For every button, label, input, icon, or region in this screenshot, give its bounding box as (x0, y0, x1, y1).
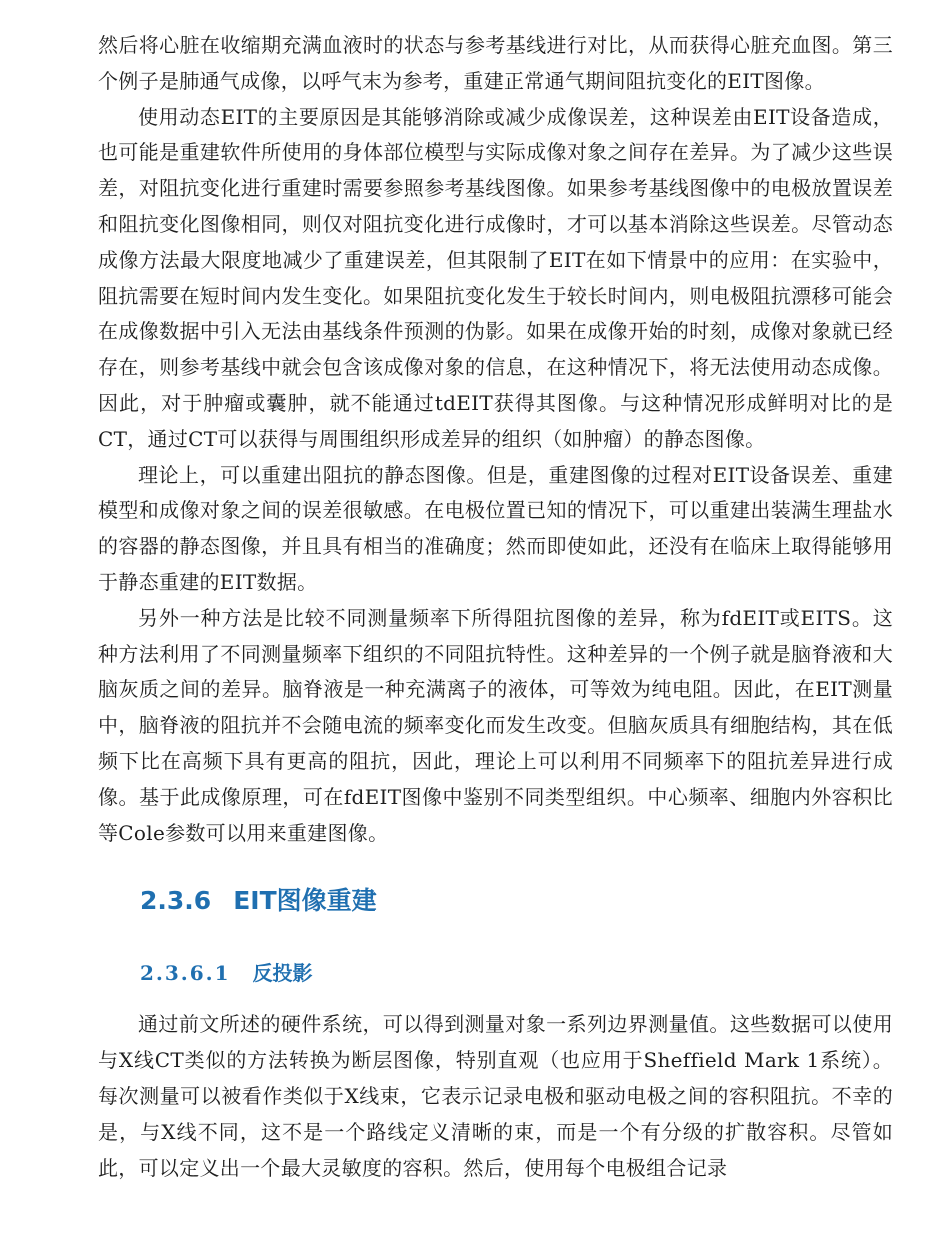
body-paragraph-2: 使用动态EIT的主要原因是其能够消除或减少成像误差，这种误差由EIT设备造成，也可能是重建软件所使用的身体部位模型与实际成像对象之间存在差异。为了减少这些误差，对阻抗变化进行重建时需要参照参考基线图像。如果参考基线图像中的电极放置误差和阻抗变化图像相同，则仅对阻抗变化进行成像时，才可以基本消除这些误差。尽管动态成像方法最大限度地减少了重建误差，但其限制了EIT在如下情景中的应用：在实验中，阻抗需要在短时间内发生变化。如果阻抗变化发生于较长时间内，则电极阻抗漂移可能会在成像数据中引入无法由基线条件预测的伪影。如果在成像开始的时刻，成像对象就已经存在，则参考基线中就会包含该成像对象的信息，在这种情况下，将无法使用动态成像。因此，对于肿瘤或囊肿，就不能通过tdEIT获得其图像。与这种情况形成鲜明对比的是CT，通过CT可以获得与周围组织形成差异的组织（如肿瘤）的静态图像。 (98, 104, 893, 451)
subsection-paragraph: 通过前文所述的硬件系统，可以得到测量对象一系列边界测量值。这些数据可以使用与X线CT类似的方法转换为断层图像，特别直观（也应用于Sheffield Mark 1系统）。每次测量可以被看作类似于X线束，它表示记录电极和驱动电极之间的容积阻抗。不幸的是，与X线不同，这不是一个路线定义清晰的束，而是一个有分级的扩散容积。尽管如此，可以定义出一个最大灵敏度的容积。然后，使用每个电极组合记录 (98, 1012, 893, 1180)
section-heading (98, 851, 893, 921)
body-paragraph-3: 理论上，可以重建出阻抗的静态图像。但是，重建图像的过程对EIT设备误差、重建模型和成像对象之间的误差很敏感。在电极位置已知的情况下，可以重建出装满生理盐水的容器的静态图像，并且具有相当的准确度；然而即使如此，还没有在临床上取得能够用于静态重建的EIT数据。 (98, 462, 893, 594)
body-paragraph-4: 另外一种方法是比较不同测量频率下所得阻抗图像的差异，称为fdEIT或EITS。这种方法利用了不同测量频率下组织的不同阻抗特性。这种差异的一个例子就是脑脊液和大脑灰质之间的差异。脑脊液是一种充满离子的液体，可等效为纯电阻。因此，在EIT测量中，脑脊液的阻抗并不会随电流的频率变化而发生改变。但脑灰质具有细胞结构，其在低频下比在高频下具有更高的阻抗，因此，理论上可以利用不同频率下的阻抗差异进行成像。基于此成像原理，可在fdEIT图像中鉴别不同类型组织。中心频率、细胞内外容积比等Cole参数可以用来重建图像。 (98, 605, 893, 845)
subsection-heading (98, 921, 893, 989)
spacer (98, 989, 893, 1007)
section-title: EIT图像重建 (233, 886, 377, 916)
document-page (98, 0, 893, 1186)
section-number: 2.3.6 (140, 886, 212, 916)
subsection-title: 反投影 (252, 961, 313, 986)
body-paragraph-1: 然后将心脏在收缩期充满血液时的状态与参考基线进行对比，从而获得心脏充血图。第三个例子是肺通气成像，以呼气末为参考，重建正常通气期间阻抗变化的EIT图像。 (98, 33, 893, 93)
subsection-number: 2.3.6.1 (140, 961, 231, 986)
